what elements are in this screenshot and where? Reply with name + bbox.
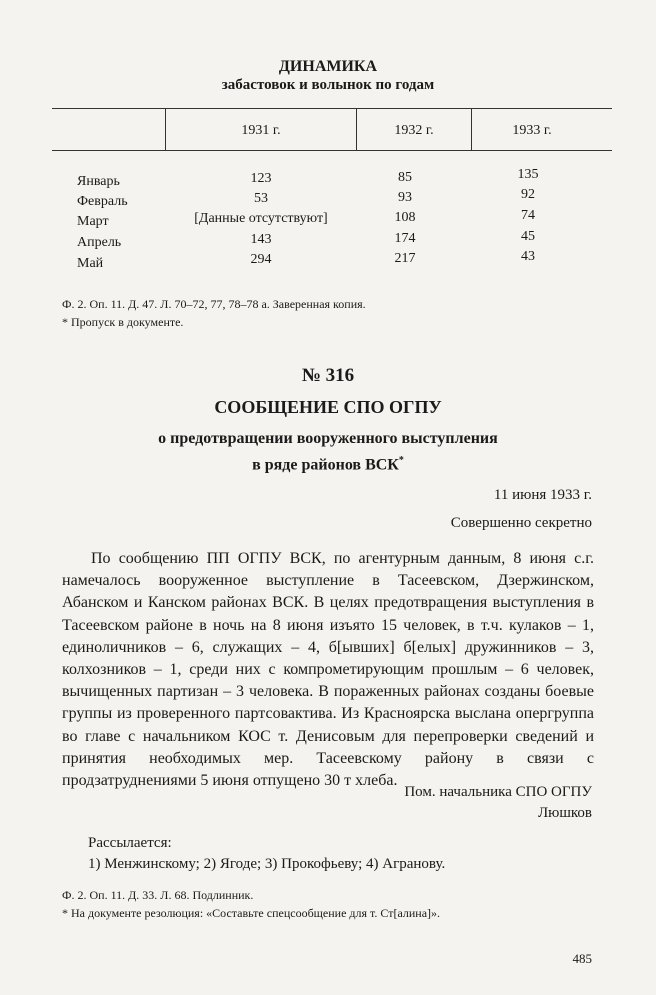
secrecy-stamp: Совершенно секретно xyxy=(450,515,592,531)
distribution-label: Рассылается: xyxy=(88,835,172,851)
row-label: Январь xyxy=(77,174,120,189)
table-cell: 92 xyxy=(521,187,535,202)
table-cell: 85 xyxy=(398,170,412,185)
subtitle-line: в ряде районов ВСК* xyxy=(252,455,404,474)
subtitle-line: о предотвращении вооруженного выступления xyxy=(158,430,498,447)
column-header-1931: 1931 г. xyxy=(241,123,281,138)
signature-title: Пом. начальника СПО ОГПУ xyxy=(404,784,592,800)
table-cell: 45 xyxy=(521,229,535,244)
table-header-rule xyxy=(52,150,612,151)
archive-source: Ф. 2. Оп. 11. Д. 33. Л. 68. Подлинник. xyxy=(62,888,254,902)
table-cell: 108 xyxy=(394,210,416,225)
row-label: Февраль xyxy=(77,194,128,209)
footnote: * На документе резолюция: «Составьте спецсообщение для т. Ст[алина]». xyxy=(62,906,441,920)
table-top-rule xyxy=(52,108,612,109)
footnote-mark: * xyxy=(398,455,404,466)
archive-source: Ф. 2. Оп. 11. Д. 47. Л. 70–72, 77, 78–78 а. Заверенная копия. xyxy=(62,297,366,311)
column-header-1932: 1932 г. xyxy=(394,123,434,138)
row-label: Май xyxy=(77,256,104,271)
document-date: 11 июня 1933 г. xyxy=(493,487,592,503)
table-cell: 53 xyxy=(254,191,268,206)
table-subtitle: забастовок и волынок по годам xyxy=(221,77,435,93)
footnote: * Пропуск в документе. xyxy=(62,315,184,329)
document-body: По сообщению ПП ОГПУ ВСК, по агентурным данным, 8 июня с.г. намечалось вооруженное выступление в Тасеевском, Дзержинском, Абанском и Канском районах ВСК. В целях предотвращения выступления в Тасеевском районе в ночь на 8 июня изъято 15 человек, в т.ч. кулаков – 1, единоличников – 6, служащих – 4, б[ывших] б[елых] дружинников – 3, колхозников – 1, среди них с компрометирующим прошлым – 6 человек, вычищенных партизан – 3 человека. В пораженных районах созданы боевые группы из проверенного партсовактива. Из Красноярска выслана опергруппа во главе с начальником КОС т. Денисовым для перепроверки сведений и принятия необходимых мер. Тасеевскому району в связи с продзатруднениями 5 июня отпущено 30 т хлеба. xyxy=(62,550,594,790)
column-header-1933: 1933 г. xyxy=(512,123,552,138)
table-cell: 74 xyxy=(521,208,535,223)
row-label: Март xyxy=(77,214,109,229)
table-cell: 93 xyxy=(398,190,412,205)
signature-name: Люшков xyxy=(537,805,592,821)
table-cell: 294 xyxy=(250,252,272,267)
table-cell: 143 xyxy=(250,232,272,247)
table-cell: 217 xyxy=(394,251,416,266)
table-title: ДИНАМИКА xyxy=(278,58,378,75)
table-cell: [Данные отсутствуют] xyxy=(194,211,328,226)
document-number: № 316 xyxy=(301,365,355,386)
distribution-list: 1) Менжинскому; 2) Ягоде; 3) Прокофьеву; 4) Агранову. xyxy=(88,856,446,872)
page-number: 485 xyxy=(572,951,592,966)
table-cell: 123 xyxy=(250,171,272,186)
row-label: Апрель xyxy=(77,235,122,250)
document-title: СООБЩЕНИЕ СПО ОГПУ xyxy=(214,397,442,417)
table-cell: 174 xyxy=(394,231,416,246)
table-cell: 135 xyxy=(517,167,539,182)
table-cell: 43 xyxy=(521,249,535,264)
document-subtitle xyxy=(0,428,656,476)
